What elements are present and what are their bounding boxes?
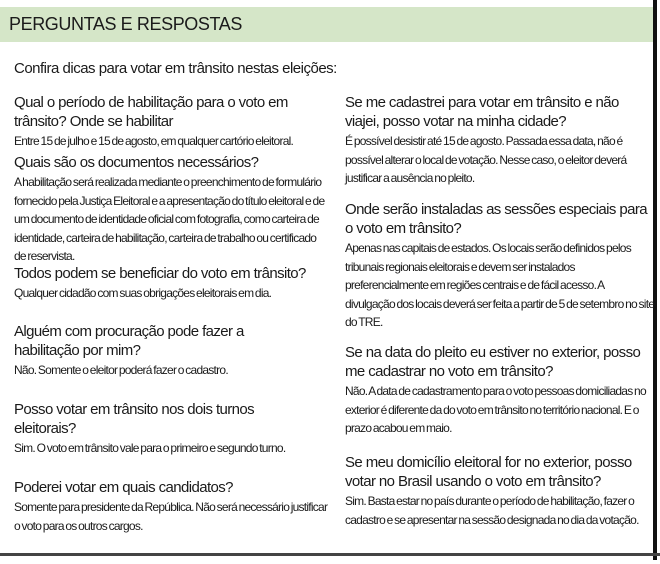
faq-item: [14, 153, 329, 266]
answer: Não. Somente o eleitor poderá fazer o cadastro.: [14, 363, 228, 377]
answer: Apenas nas capitais de estados. Os locais serão definidos pelos tribunais regionais eleitorais e devem ser instalados preferencialmente em regiões centrais e de fácil acesso. A divulgação dos locais deverá ser feita a partir de 5 de setembro no site do TRE.: [345, 241, 655, 329]
intro-text: Confira dicas para votar em trânsito nestas eleições:: [14, 60, 337, 77]
question: Quais são os documentos necessários?: [14, 154, 259, 171]
question: Se na data do pleito eu estiver no exterior, posso me cadastrar no voto em trânsito?: [345, 344, 641, 380]
faq-item: [345, 200, 655, 332]
question: Se meu domicílio eleitoral for no exterior, posso votar no Brasil usando o voto em trânsito?: [345, 454, 632, 490]
faq-item: [14, 93, 329, 151]
answer: Sim. O voto em trânsito vale para o primeiro e segundo turno.: [14, 441, 286, 455]
faq-item: [14, 322, 284, 380]
answer: Qualquer cidadão com suas obrigações eleitorais em dia.: [14, 286, 272, 300]
answer: Sim. Basta estar no país durante o período de habilitação, fazer o cadastro e se apresentar na sessão designada no dia da votação.: [345, 494, 639, 527]
question: Se me cadastrei para votar em trânsito e não viajei, posso votar na minha cidade?: [345, 94, 619, 130]
question: Todos podem se beneficiar do voto em trânsito?: [14, 265, 306, 282]
section-title: PERGUNTAS E RESPOSTAS: [9, 14, 242, 34]
answer: Entre 15 de julho e 15 de agosto, em qualquer cartório eleitoral.: [14, 134, 294, 148]
bottom-border: [0, 553, 660, 556]
answer: É possível desistir até 15 de agosto. Passada essa data, não é possível alterar o local de votação. Nesse caso, o eleitor deverá justificar a ausência no pleito.: [345, 134, 627, 185]
question: Qual o período de habilitação para o voto em trânsito? Onde se habilitar: [14, 94, 288, 130]
faq-item: [14, 478, 329, 535]
question: Posso votar em trânsito nos dois turnos eleitorais?: [14, 401, 255, 437]
answer: Somente para presidente da República. Não será necessário justificar o voto para os outros cargos.: [14, 500, 328, 533]
faq-item: [345, 453, 655, 529]
answer: A habilitação será realizada mediante o preenchimento de formulário fornecido pela Justiça Eleitoral e a apresentação do título eleitoral e de um documento de identidade oficial com fotografia, como carteira de identidade, carteira de habilitação, carteira de trabalho ou certificado de reservista.: [14, 175, 325, 263]
faq-item: [345, 343, 655, 438]
question: Poderei votar em quais candidatos?: [14, 479, 233, 496]
question: Onde serão instaladas as sessões especiais para o voto em trânsito?: [345, 201, 647, 237]
question: Alguém com procuração pode fazer a habilitação por mim?: [14, 323, 244, 359]
section-header: [0, 7, 653, 42]
answer: Não. A data de cadastramento para o voto pessoas domiciliadas no exterior é diferente da do voto em trânsito no território nacional. E o prazo acabou em maio.: [345, 384, 646, 435]
faq-item: [345, 93, 655, 188]
faq-item: [14, 264, 329, 303]
faq-item: [14, 400, 294, 458]
